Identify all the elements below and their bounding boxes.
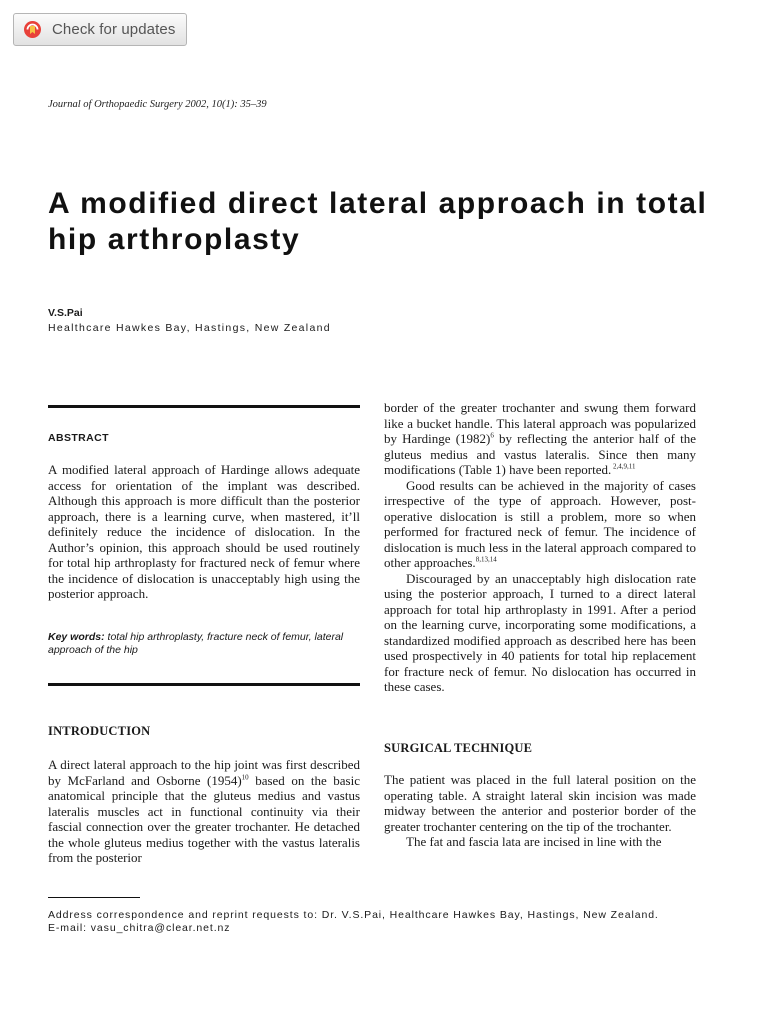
- intro-text-b: based on the basic anatomical principle that the gluteus medius and vastus lateralis muscles act in functional continuity via their fascial connection over the greater trochanter. He detached the whole gluteus medius together with the vastus lateralis from the posterior: [48, 772, 360, 865]
- reference-marker: 8,13,14: [475, 555, 497, 564]
- reference-marker: 10: [241, 773, 249, 782]
- technique-paragraph-1: The patient was placed in the full lateral position on the operating table. A straight lateral skin incision was made midway between the anterior and posterior border of the greater trochanter centering on the tip of the trochanter.: [384, 772, 696, 834]
- abstract-paragraph: A modified lateral approach of Hardinge allows adequate access for orientation of the implant was described. Although this approach is more difficult than the posterior approach, there is a learning curve, when mastered, it’ll definitely reduce the incidence of dislocation. In the Author’s opinion, this approach should be used routinely for total hip arthroplasty for fractured neck of femur where the incidence of dislocation is unacceptably high using the posterior approach.: [48, 462, 360, 601]
- journal-citation: Journal of Orthopaedic Surgery 2002, 10(1): 35–39: [48, 99, 267, 110]
- footnote-rule: [48, 897, 140, 898]
- correspondence-footnote: [48, 909, 738, 935]
- reference-marker: 6: [490, 431, 494, 440]
- author-affiliation: Healthcare Hawkes Bay, Hastings, New Zealand: [48, 322, 331, 334]
- surgical-technique-heading: SURGICAL TECHNIQUE: [384, 741, 533, 755]
- surgical-technique-text: [384, 772, 696, 850]
- intro-text-a: A direct lateral approach to the hip joint was first described by McFarland and Osborne (1954): [48, 757, 360, 788]
- column-two-body: [384, 400, 696, 695]
- check-for-updates-button[interactable]: [13, 13, 187, 46]
- col2-text-c: Good results can be achieved in the majority of cases irrespective of the type of approach. However, post-operative dislocation is still a problem, more so when performed for fractured neck of femur. The incidence of dislocation is much less in the lateral approach compared to other approaches.: [384, 477, 696, 570]
- abstract-bottom-rule: [48, 683, 360, 686]
- article-title: A modified direct lateral approach in total hip arthroplasty: [48, 187, 708, 256]
- keywords: [48, 631, 360, 657]
- correspondence-address: Address correspondence and reprint requests to: Dr. V.S.Pai, Healthcare Hawkes Bay, Hastings, New Zealand.: [48, 909, 659, 921]
- technique-paragraph-2: The fat and fascia lata are incised in line with the: [406, 834, 662, 849]
- col2-text-a: border of the greater trochanter and swung them forward like a bucket handle. This lateral approach was popularized by Hardinge (1982): [384, 400, 696, 446]
- introduction-heading: INTRODUCTION: [48, 724, 151, 738]
- reference-marker: 2,4,9,11: [611, 462, 636, 471]
- abstract-top-rule: [48, 405, 360, 408]
- column-two-paragraph-3: Discouraged by an unacceptably high dislocation rate using the posterior approach, I turned to a direct lateral approach for total hip arthroplasty in 1991. After a period on the learning curve, incorporating some modifications, a standardized modified approach as described here has been used prospectively in 40 patients for total hip replacement for fracture neck of femur. No dislocation has occurred in these cases.: [384, 570, 696, 694]
- col2-text-b: by reflecting the anterior half of the gluteus medius and vastus lateralis. Since then many modifications (Table 1) have been reported.: [384, 431, 697, 477]
- author-name: V.S.Pai: [48, 307, 83, 319]
- check-for-updates-label: Check for updates: [52, 21, 176, 38]
- keywords-label: Key words:: [48, 631, 105, 643]
- bookmark-refresh-icon: [23, 20, 42, 39]
- column-two-paragraph-2: [384, 478, 696, 571]
- column-two-paragraph-1: [384, 400, 696, 478]
- introduction-paragraph: [48, 757, 360, 866]
- introduction-text: [48, 757, 360, 866]
- abstract-heading: ABSTRACT: [48, 432, 109, 444]
- keywords-text: total hip arthroplasty, fracture neck of femur, lateral approach of the hip: [48, 631, 344, 656]
- correspondence-email: E-mail: vasu_chitra@clear.net.nz: [48, 922, 231, 934]
- abstract-text: [48, 462, 360, 602]
